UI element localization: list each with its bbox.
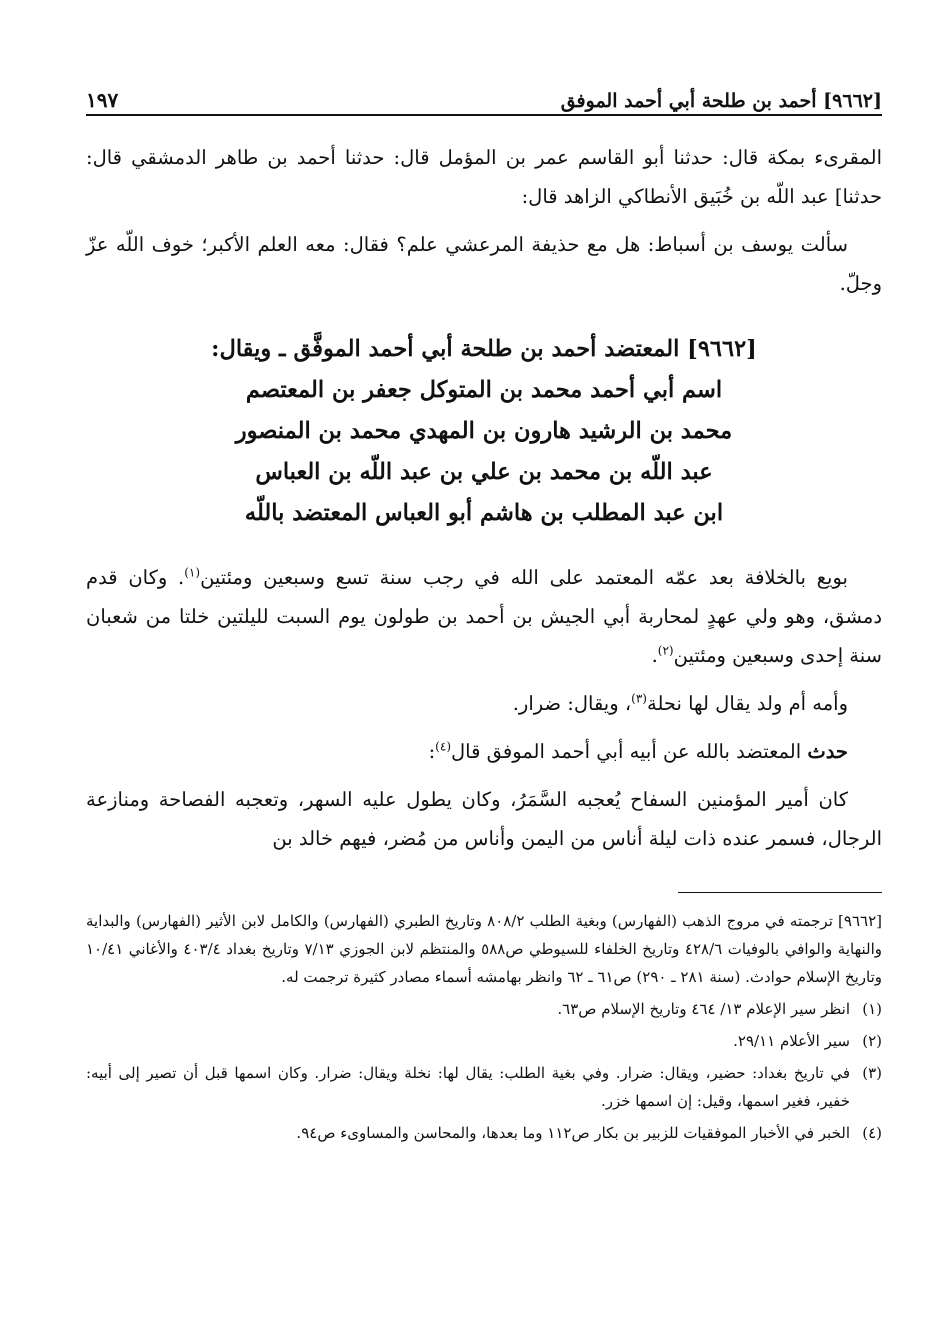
paragraph-haddath [86, 732, 882, 771]
heading-line: محمد بن الرشيد هارون بن المهدي محمد بن المنصور [235, 418, 733, 444]
footnote-number: (١) [862, 1000, 882, 1018]
footnote-main: [٩٦٦٢] ترجمته في مروج الذهب (الفهارس) وبغية الطلب ٨٠٨/٢ وتاريخ الطبري (الفهارس) والكامل لابن الأثير (الفهارس) والبداية والنهاية والوافي بالوفيات ٤٢٨/٦ وتاريخ الخلفاء للسيوطي ص٥٨٨ والمنتظم لابن الجوزي ٧/١٣ وتاريخ بغداد ٤٠٣/٤ والأغاني ١٠/٤١ وتاريخ الإسلام حوادث. (سنة ٢٨١ ـ ٢٩٠) ص٦١ ـ ٦٢ وانظر بهامشه أسماء مصادر كثيرة ترجمت له. [86, 912, 883, 986]
text-run: وأمه أم ولد يقال لها نحلة [646, 692, 848, 715]
text-run: المعتضد بالله عن أبيه أبي أحمد الموفق قال [451, 740, 808, 763]
text-run: . وكان قدم دمشق، وهو ولي عهدٍ لمحاربة أبي الجيش بن أحمد بن طولون يوم السبت لليلتين خلتا من شعبان سنة إحدى وسبعين ومئتين [86, 566, 882, 667]
footnote-text: في تاريخ بغداد: حضير، ويقال: ضرار. وفي بغية الطلب: يقال لها: نخلة ويقال: ضرار. وكان اسمها قبل أن تصير إلى أبيه: خفير، فغير اسمها، وقيل: إن اسمها خزر. [86, 1064, 850, 1110]
paragraph-isnad: المقرىء بمكة قال: حدثنا أبو القاسم عمر بن المؤمل قال: حدثنا أحمد بن طاهر الدمشقي قال: حدثنا] عبد اللّه بن خُبَيق الأنطاكي الزاهد قال: [86, 146, 882, 208]
footnote-text: الخبر في الأخبار الموفقيات للزبير بن بكار ص١١٢ وما بعدها، والمحاسن والمساوىء ص٩٤. [296, 1124, 850, 1142]
footnote-ref-3[interactable]: (٣) [631, 691, 647, 706]
heading-line: اسم أبي أحمد محمد بن المتوكل جعفر بن المعتصم [245, 377, 723, 403]
footnote-ref-2[interactable]: (٢) [657, 643, 674, 658]
heading-line: ابن عبد المطلب بن هاشم أبو العباس المعتضد باللّه [244, 500, 724, 526]
footnote-text: سير الأعلام ٢٩/١١. [733, 1032, 850, 1050]
footnote-number: (٢) [862, 1032, 882, 1050]
text-run: . [651, 644, 658, 667]
main-text [86, 138, 882, 858]
footnote-rule [678, 892, 882, 893]
footnote-number: (٤) [862, 1124, 882, 1142]
footnote-text: انظر سير الإعلام ١٣/ ٤٦٤ وتاريخ الإسلام ص٦٣. [557, 1000, 850, 1018]
paragraph-yusuf: سألت يوسف بن أسباط: هل مع حذيفة المرعشي علم؟ فقال: معه العلم الأكبر؛ خوف اللّه عزّ وجلّ. [86, 233, 882, 295]
book-page [86, 78, 882, 1151]
page-header [86, 78, 882, 112]
text-run: بويع بالخلافة بعد عمّه المعتمد على الله في رجب سنة تسع وسبعين ومئتين [200, 566, 848, 589]
footnote-1 [86, 995, 882, 1023]
footnote-number: (٣) [862, 1064, 882, 1082]
footnote-ref-1[interactable]: (١) [184, 565, 201, 580]
text-run: ، ويقال: ضرار. [512, 692, 632, 715]
entry-heading [86, 329, 882, 534]
footnote-ref-4[interactable]: (٤) [435, 739, 451, 754]
footnote-3 [86, 1059, 882, 1115]
paragraph-mother [86, 684, 882, 723]
heading-line: [٩٦٦٢] المعتضد أحمد بن طلحة أبي أحمد الموفَّق ـ ويقال: [211, 336, 757, 362]
paragraph-saffah: كان أمير المؤمنين السفاح يُعجبه السَّمَرُ، وكان يطول عليه السهر، وتعجبه الفصاحة ومنازعة الرجال، فسمر عنده ذات ليلة أناس من اليمن وأناس من مُضر، فيهم خالد بن [86, 788, 882, 850]
footnotes [86, 907, 882, 1147]
bold-keyword: حدث [807, 740, 848, 763]
text-run: : [428, 740, 436, 763]
running-title: [٩٦٦٢] أحمد بن طلحة أبي أحمد الموفق [560, 90, 882, 112]
page-number: ١٩٧ [86, 88, 119, 112]
heading-line: عبد اللّه بن محمد بن علي بن عبد اللّه بن العباس [255, 459, 713, 485]
paragraph-bayah [86, 558, 882, 675]
footnote-4 [86, 1119, 882, 1147]
footnote-2 [86, 1027, 882, 1055]
header-rule [86, 114, 882, 116]
